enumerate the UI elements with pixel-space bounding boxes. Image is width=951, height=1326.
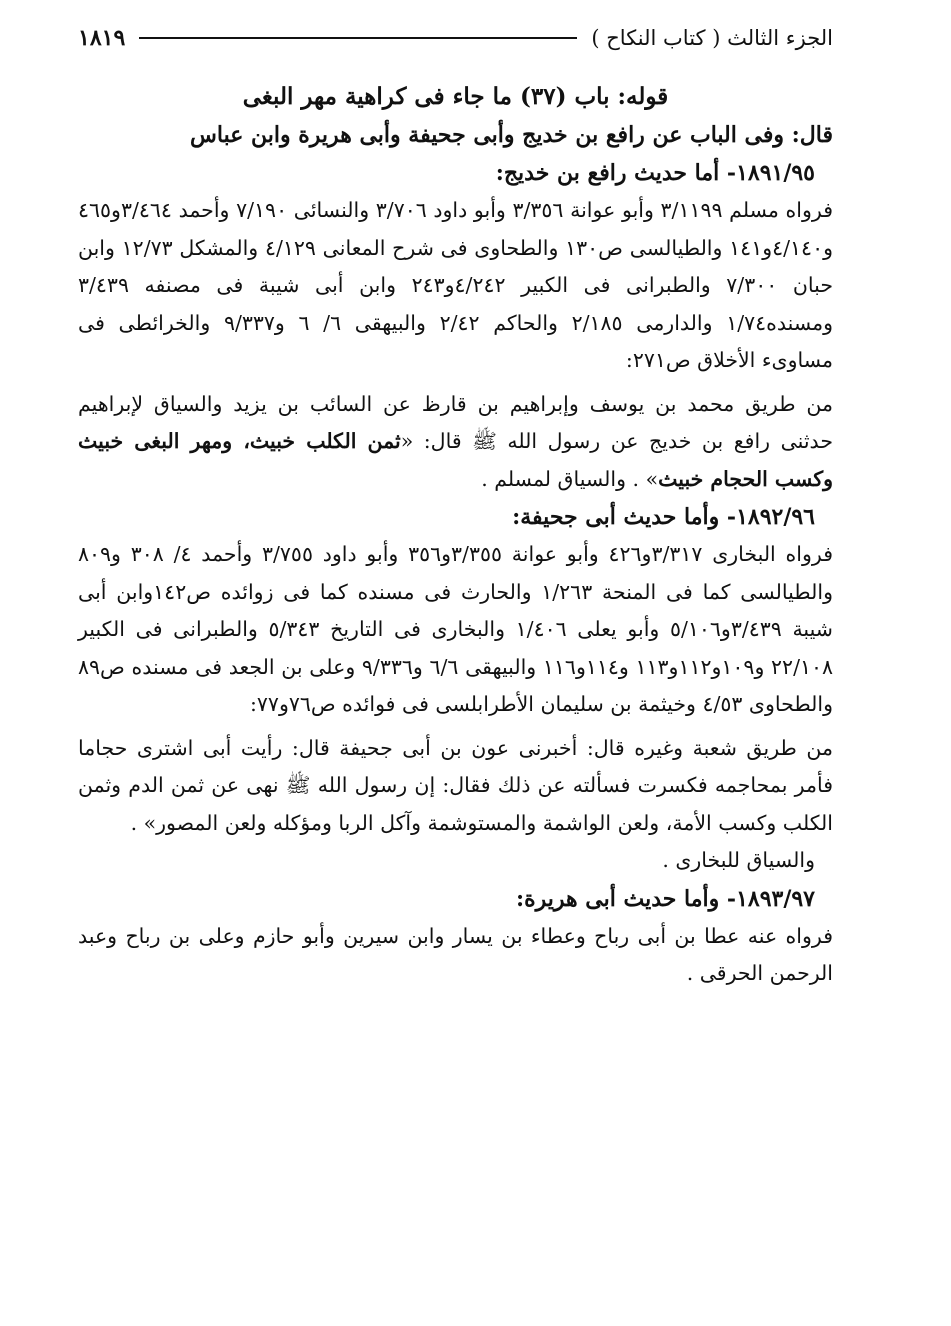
hadith-text-abu-juhayfa: من طريق شعبة وغيره قال: أخبرنى عون بن أبى جحيفة قال: رأيت أبى اشترى حجاما فأمر بمحاجمه فكسرت فسألته عن ذلك فقال: إن رسول الله ﷺ نهى عن ثمن الدم وثمن الكلب وكسب الأمة، ولعن الواشمة والمستوشمة وآكل الربا ومؤكله ولعن المصور» . [78, 735, 833, 835]
section-heading-abu-hurayra: ١٨٩٣/٩٧- وأما حديث أبى هريرة: [515, 885, 815, 912]
hadith-text-rafi [78, 386, 833, 499]
sources-paragraph-abu-juhayfa: فرواه البخارى ٣/٣١٧و٤٢٦ وأبو عوانة ٣/٣٥٥و٣٥٦ وأبو داود ٣/٧٥٥ وأحمد ٤/ ٣٠٨ و٨٠٩ والطيالسى كما فى المنحة ١/٢٦٣ والحارث فى مسنده كما فى زوائده ص١٤٢وابن أبى شيبة ٣/٤٣٩و٥/١٠٦ وأبو يعلى ١/٤٠٦ والبخارى فى التاريخ ٥/٣٤٣ والطبرانى فى الكبير ٢٢/١٠٨ و١٠٩و١١٢و١١٣ و١١٤و١١٦ والبيهقى ٦/٦ و٩/٣٣٦ وعلى بن الجعد فى مسنده ص٨٩ والطحاوى ٤/٥٣ وخيثمة بن سليمان الأطرابلسى فى فوائده ص٧٦و٧٧: [78, 542, 834, 716]
section-heading-rafi: ١٨٩١/٩٥- أما حديث رافع بن خديج: [495, 160, 815, 186]
hadith-route: من طريق محمد بن يوسف وإبراهيم بن قارظ عن السائب بن يزيد والسياق لإبراهيم حدثنى رافع بن خديج عن رسول الله ﷺ قال: « [78, 391, 833, 453]
running-title: الجزء الثالث ( كتاب النكاح ) [591, 26, 833, 50]
page-header [78, 18, 833, 58]
chapter-qala-line: قال: وفى الباب عن رافع بن خديج وأبى جحيفة وأبى هريرة وابن عباس [190, 122, 833, 148]
chapter-heading: قوله: باب (٣٧) ما جاء فى كراهية مهر البغى [242, 83, 669, 110]
sources-paragraph-rafi: فرواه مسلم ٣/١١٩٩ وأبو عوانة ٣/٣٥٦ وأبو داود ٣/٧٠٦ والنسائى ٧/١٩٠ وأحمد ٣/٤٦٤و٤٦٥ و٤/١٤٠و١٤١ والطيالسى ص١٣٠ والطحاوى فى شرح المعانى ٤/١٢٩ والمشكل ١٢/٧٣ وابن حبان ٧/٣٠٠ والطبرانى فى الكبير ٤/٢٤٢و٢٤٣ وابن أبى شيبة فى مصنفه ٣/٤٣٩ ومسنده١/٧٤ والدارمى ٢/١٨٥ والحاكم ٢/٤٢ والبيهقى ٦/ ٦ و٩/٣٣٧ والخرائطى فى مساوىء الأخلاق ص٢٧١: [78, 198, 833, 372]
section-heading-abu-juhayfa: ١٨٩٢/٩٦- وأما حديث أبى جحيفة: [512, 504, 815, 530]
closing-note-abu-juhayfa: والسياق للبخارى . [662, 848, 815, 872]
page-number: ١٨١٩ [78, 25, 126, 51]
sources-paragraph-abu-hurayra: فرواه عنه عطا بن أبى رباح وعطاء بن يسار وابن سيرين وأبو حازم وعلى بن رباح وعبد الرحمن الحرقى . [78, 923, 833, 985]
header-rule [139, 37, 577, 39]
hadith-route-end: » . والسياق لمسلم . [481, 466, 659, 491]
hadith-matn-bold: ثمن الكلب خبيث، ومهر البغى خبيث وكسب الحجام خبيث [78, 429, 833, 491]
